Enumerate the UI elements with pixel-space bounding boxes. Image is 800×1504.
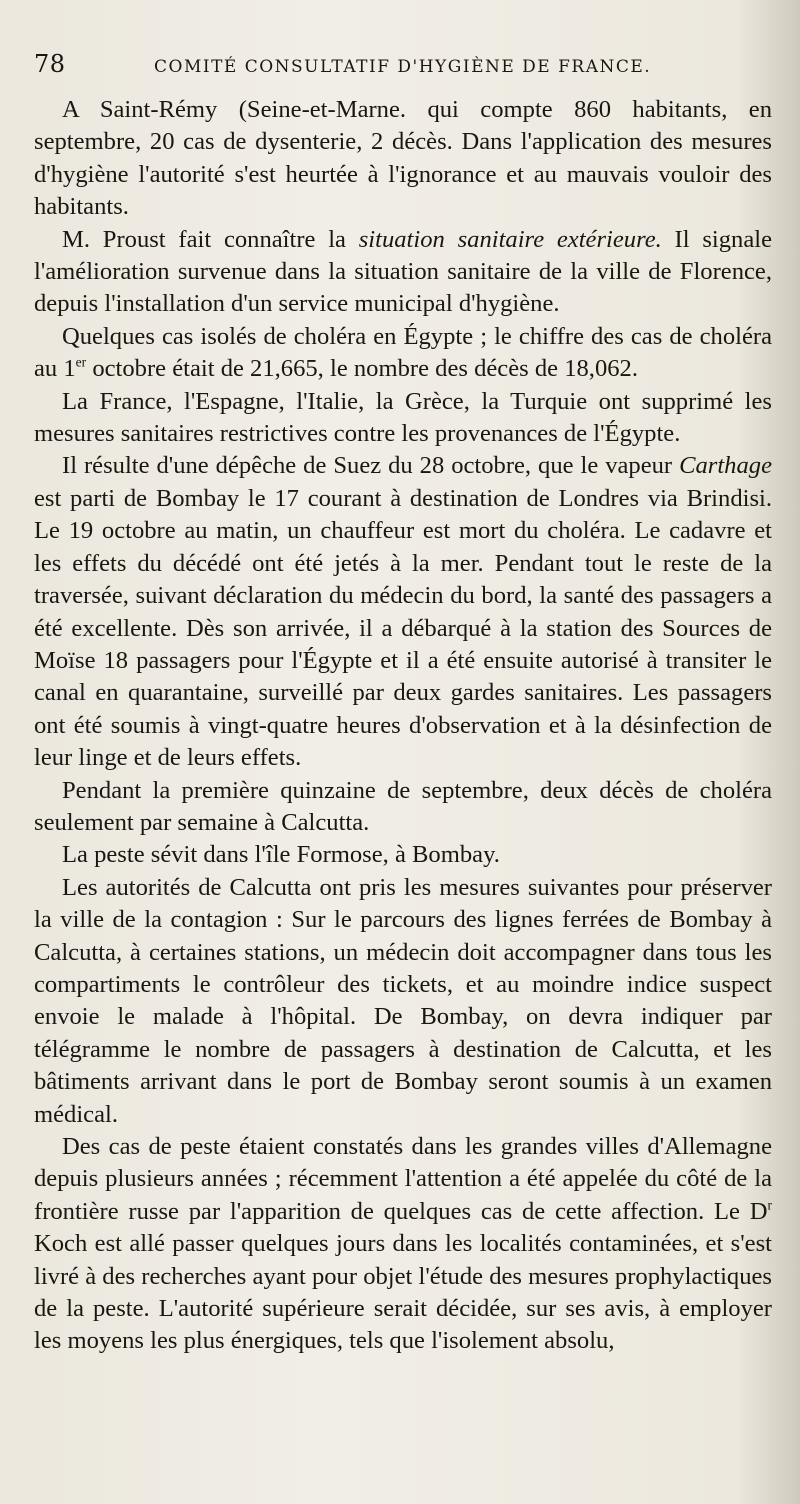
paragraph-calcutta-mesures (34, 872, 772, 1131)
paragraph-text: octobre était de 21,665, le nombre des décès de 18,062. (86, 355, 638, 383)
paragraph-calcutta-cholera (34, 775, 772, 840)
paragraph-proust (34, 224, 772, 321)
paragraph-text: A Saint-Rémy (Seine-et-Marne. qui compte 860 habitants, en septembre, 20 cas de dysenterie, 2 décès. Dans l'application des mesures d'hygiène l'autorité s'est heurtée à l'ignorance et au mauvais vouloir des habitants. (34, 96, 772, 221)
paragraph-text: M. Proust fait connaître la (62, 225, 359, 253)
body-text (34, 94, 772, 1358)
paragraph-mesures-supprimees (34, 386, 772, 451)
paragraph-saint-remy (34, 94, 772, 224)
superscript: er (75, 354, 87, 370)
paragraph-allemagne (34, 1131, 772, 1358)
paragraph-text: est parti de Bombay le 17 courant à destination de Londres via Brindisi. Le 19 octobre au matin, un chauffeur est mort du choléra. Le cadavre et les effets du décédé ont été jetés à la mer. Pendant tout le reste de la traversée, suivant déclaration du médecin du bord, la santé des passagers a été excellente. Dès son arrivée, il a débarqué à la station des Sources de Moïse 18 passagers pour l'Égypte et il a été ensuite autorisé à transiter le canal en quarantaine, surveillé par deux gardes sanitaires. Les passagers ont été soumis à vingt-quatre heures d'observation et à la désinfection de leur linge et de leurs effets. (34, 484, 772, 772)
paragraph-text: Les autorités de Calcutta ont pris les mesures suivantes pour préserver la ville de la contagion : Sur le parcours des lignes ferrées de Bombay à Calcutta, à certaines stations, un médecin doit accompagner dans tous les compartiments le contrôleur des tickets, et au moindre indice suspect envoie le malade à l'hôpital. De Bombay, on devra indiquer par télégramme le nombre de passagers à destination de Calcutta, et les bâtiments arrivant dans le port de Bombay seront soumis à un examen médical. (34, 873, 772, 1128)
paragraph-carthage (34, 450, 772, 774)
paragraph-egypte (34, 321, 772, 386)
italic-phrase: situation sanitaire extérieure. (358, 225, 662, 253)
running-title: COMITÉ CONSULTATIF D'HYGIÈNE DE FRANCE. (154, 57, 652, 77)
paragraph-text: Il signale l'amélioration survenue dans la situation sanitaire de la ville de Florence, depuis l'installation d'un service municipal d'hygiène. (34, 225, 773, 318)
superscript: r (767, 1197, 772, 1213)
running-head (34, 50, 772, 94)
paragraph-text: La peste sévit dans l'île Formose, à Bombay. (62, 841, 500, 869)
paragraph-text: Koch est allé passer quelques jours dans les localités contaminées, et s'est livré à des recherches ayant pour objet l'étude des mesures prophylactiques de la peste. L'autorité supérieure serait décidée, sur ses avis, à employer les moyens les plus énergiques, tels que l'isolement absolu, (34, 1230, 772, 1355)
page-number: 78 (34, 50, 66, 78)
ship-name: Carthage (679, 452, 772, 480)
paragraph-text: Quelques cas isolés de choléra en Égypte ; le chiffre des cas de choléra au 1 (34, 322, 772, 383)
paragraph-text: La France, l'Espagne, l'Italie, la Grèce, la Turquie ont supprimé les mesures sanitaires restrictives contre les provenances de l'Égypte. (34, 387, 772, 448)
paragraph-text: Pendant la première quinzaine de septembre, deux décès de choléra seulement par semaine à Calcutta. (34, 776, 772, 836)
paragraph-peste-formose (34, 839, 772, 871)
paragraph-text: Des cas de peste étaient constatés dans les grandes villes d'Allemagne depuis plusieurs années ; récemment l'attention a été appelée du côté de la frontière russe par l'apparition de quelques cas de cette affection. Le D (34, 1133, 772, 1225)
paragraph-text: Il résulte d'une dépêche de Suez du 28 octobre, que le vapeur (62, 452, 680, 480)
